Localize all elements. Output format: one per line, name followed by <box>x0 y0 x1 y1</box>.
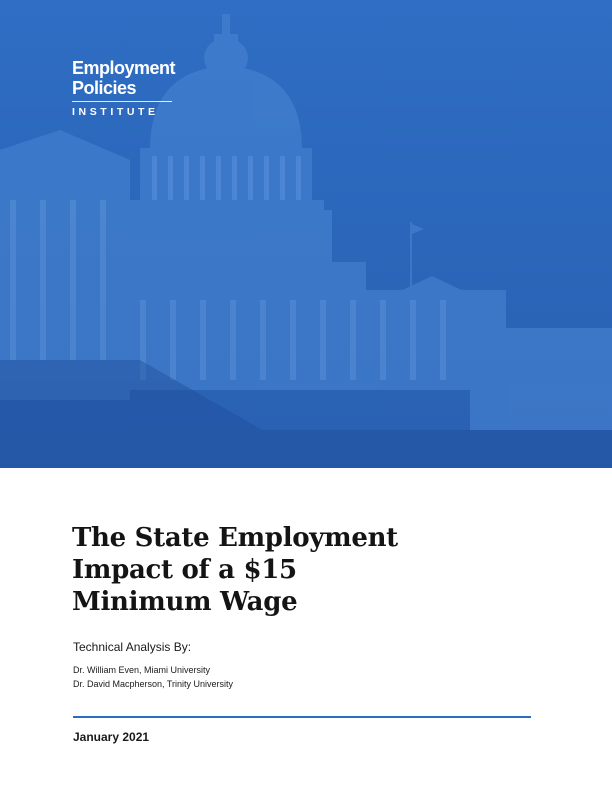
logo-text-employment: Employment <box>72 58 176 78</box>
report-title-line-3: Minimum Wage <box>72 587 298 617</box>
logo-divider <box>72 101 172 102</box>
author-line: Dr. David Macpherson, Trinity University <box>73 679 234 689</box>
hero-bottom-stripe <box>0 463 612 468</box>
author-line: Dr. William Even, Miami University <box>73 665 211 675</box>
logo-text-policies: Policies <box>72 78 137 98</box>
employment-policies-institute-logo <box>72 58 175 118</box>
report-title-line-1: The State Employment <box>72 523 398 553</box>
report-title <box>72 522 432 618</box>
technical-analysis-label: Technical Analysis By: <box>73 640 192 654</box>
publication-date: January 2021 <box>73 730 150 744</box>
logo-text-institute: INSTITUTE <box>72 106 159 118</box>
report-title-line-2: Impact of a $15 <box>72 555 297 585</box>
section-divider <box>73 716 531 718</box>
